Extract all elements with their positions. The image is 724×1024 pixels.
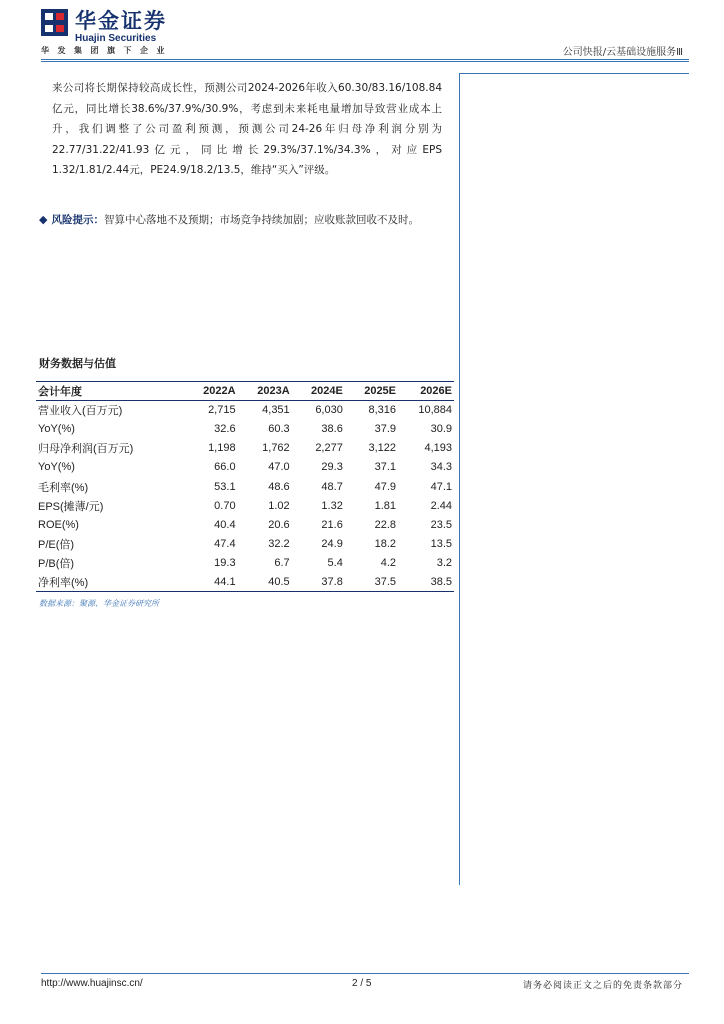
website-link[interactable]: http://www.huajinsc.cn/	[41, 978, 143, 989]
value-cell: 2.44	[430, 499, 452, 512]
row-label-cell: 毛利率(%)	[38, 481, 89, 494]
value-cell: 4,193	[424, 442, 452, 455]
table-row	[36, 401, 454, 420]
risk-text: 智算中心落地不及预期；市场竞争持续加剧；应收账款回收不及时。	[103, 214, 419, 226]
row-label-cell: 归母净利润(百万元)	[38, 443, 134, 456]
value-cell: 44.1	[184, 572, 238, 591]
value-cell: 3,122	[368, 442, 397, 455]
header-divider-secondary	[41, 61, 689, 62]
data-source-note: 数据来源：聚源、华金证券研究所	[39, 599, 159, 608]
value-cell: 24.9	[321, 537, 343, 550]
financial-table-title: 财务数据与估值	[39, 357, 116, 370]
value-cell: 3.2	[436, 556, 452, 569]
value-cell: 38.5	[398, 572, 454, 591]
column-header: 2024E	[292, 382, 345, 401]
value-cell: 21.6	[321, 518, 343, 531]
value-cell: 1,762	[262, 442, 290, 455]
value-cell: 37.5	[345, 572, 398, 591]
value-cell: 37.8	[292, 572, 345, 591]
value-cell: 40.4	[214, 518, 236, 531]
value-cell: 48.7	[321, 480, 343, 493]
row-label-cell: 净利率(%)	[36, 572, 184, 591]
value-cell: 47.1	[430, 480, 452, 493]
table-row	[36, 477, 454, 496]
column-header: 会计年度	[36, 382, 184, 401]
value-cell: 19.3	[214, 556, 236, 569]
logo-chinese-name: 华金证券	[75, 9, 167, 33]
value-cell: 2,277	[315, 442, 343, 455]
value-cell: 1.81	[374, 499, 397, 512]
row-label-cell: EPS(摊薄/元)	[38, 500, 104, 513]
table-row	[36, 420, 454, 439]
table-header-row	[36, 382, 454, 401]
value-cell: 47.9	[374, 480, 397, 493]
value-cell: 2,715	[208, 404, 236, 417]
value-cell: 6,030	[315, 404, 343, 417]
value-cell: 47.4	[214, 537, 236, 550]
value-cell: 8,316	[368, 404, 397, 417]
huajin-logo-mark-icon	[41, 9, 68, 36]
value-cell: 40.5	[238, 572, 292, 591]
value-cell: 66.0	[214, 461, 236, 474]
group-slogan: 华发集团旗下企业	[41, 46, 173, 55]
row-label-cell: YoY(%)	[38, 423, 75, 436]
column-header: 2023A	[238, 382, 292, 401]
value-cell: 32.6	[214, 423, 236, 436]
column-header: 2026E	[398, 382, 454, 401]
value-cell: 37.1	[374, 461, 397, 474]
column-header: 2025E	[345, 382, 398, 401]
row-label-cell: ROE(%)	[38, 518, 79, 531]
table-row	[36, 439, 454, 458]
header-divider	[41, 59, 689, 60]
value-cell: 1.32	[321, 499, 343, 512]
row-label-cell: YoY(%)	[38, 461, 75, 474]
table-row	[36, 572, 454, 591]
value-cell: 29.3	[321, 461, 343, 474]
risk-label: 风险提示：	[51, 214, 104, 226]
value-cell: 20.6	[268, 518, 290, 531]
column-header: 2022A	[184, 382, 238, 401]
table-row	[36, 496, 454, 515]
value-cell: 1,198	[208, 442, 236, 455]
value-cell: 18.2	[374, 537, 397, 550]
row-label-cell: P/E(倍)	[38, 538, 75, 551]
value-cell: 32.2	[268, 537, 290, 550]
value-cell: 47.0	[268, 461, 290, 474]
value-cell: 4.2	[380, 556, 397, 569]
forecast-paragraph: 来公司将长期保持较高成长性，预测公司2024-2026年收入60.30/83.16/108.84亿元，同比增长38.6%/37.9%/30.9%，考虑到未来耗电量增加导致营业成本上升，我们调整了公司盈利预测，预测公司24-26年归母净利润分别为22.77/31.22/41.93亿元，同比增长29.3%/37.1%/34.3%，对应EPS 1.32/1.81/2.44元，PE24.9/18.2/13.5，维持“买入”评级。	[52, 82, 442, 176]
value-cell: 48.6	[268, 480, 290, 493]
logo-english-name: Huajin Securities	[75, 33, 157, 44]
value-cell: 23.5	[430, 518, 452, 531]
page-number: 2 / 5	[352, 978, 372, 989]
sidebar-top-rule	[459, 73, 689, 74]
value-cell: 34.3	[430, 461, 452, 474]
table-row	[36, 458, 454, 477]
value-cell: 22.8	[374, 518, 397, 531]
value-cell: 6.7	[274, 556, 290, 569]
table-row	[36, 553, 454, 572]
diamond-bullet-icon: ◆	[39, 213, 48, 226]
row-label-cell: 营业收入(百万元)	[38, 405, 123, 418]
report-type: 公司快报/云基础设施服务Ⅲ	[562, 47, 683, 58]
value-cell: 37.9	[374, 423, 397, 436]
financial-table	[36, 381, 454, 592]
sidebar-divider	[459, 73, 460, 885]
value-cell: 4,351	[262, 404, 290, 417]
value-cell: 10,884	[418, 404, 452, 417]
value-cell: 0.70	[214, 499, 236, 512]
value-cell: 60.3	[268, 423, 290, 436]
table-row	[36, 534, 454, 553]
value-cell: 13.5	[430, 537, 452, 550]
value-cell: 30.9	[430, 423, 452, 436]
value-cell: 1.02	[268, 499, 290, 512]
table-row	[36, 515, 454, 534]
value-cell: 38.6	[321, 423, 343, 436]
disclaimer-note: 请务必阅读正文之后的免责条款部分	[522, 981, 683, 991]
value-cell: 5.4	[327, 556, 343, 569]
row-label-cell: P/B(倍)	[38, 557, 75, 570]
footer-divider	[41, 973, 689, 974]
risk-warning	[39, 212, 419, 227]
value-cell: 53.1	[214, 480, 236, 493]
